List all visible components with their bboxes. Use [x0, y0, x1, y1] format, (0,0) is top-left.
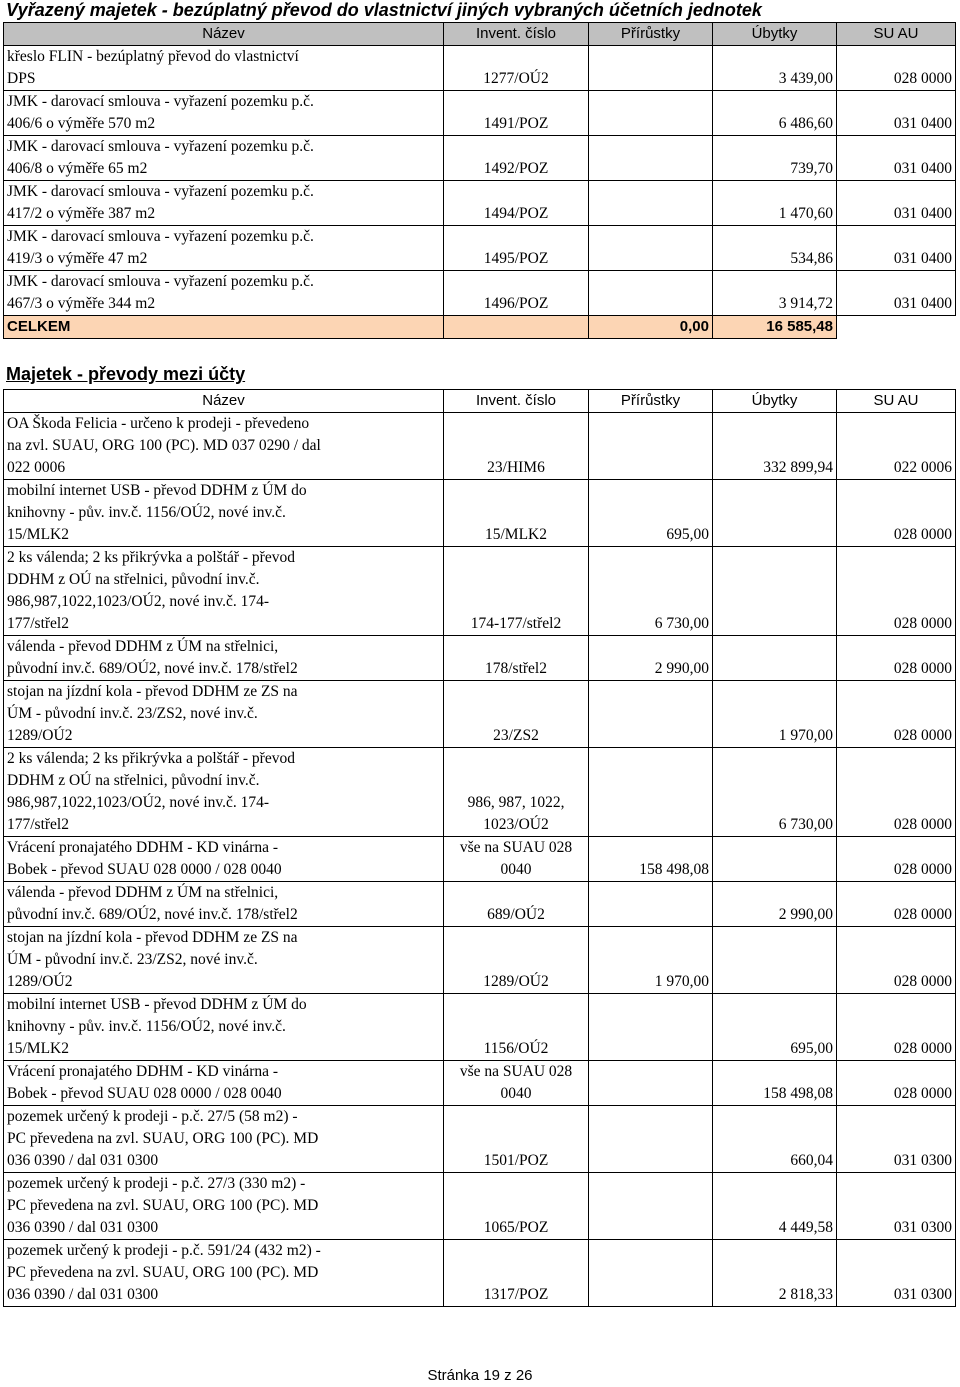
row-invent-cislo: 1501/POZ — [444, 1106, 589, 1173]
row-invent-cislo: 1289/OÚ2 — [444, 927, 589, 994]
row-invent-cislo: 1495/POZ — [444, 226, 589, 271]
header-invent-cislo: Invent. číslo — [444, 390, 589, 413]
row-invent-cislo: 1492/POZ — [444, 136, 589, 181]
section2-header-row — [4, 390, 956, 413]
page-number: Stránka 19 z 26 — [427, 1367, 533, 1384]
table-row — [4, 547, 956, 636]
row-prirustky — [589, 413, 713, 480]
row-ubytky — [713, 837, 837, 882]
row-prirustky — [589, 681, 713, 748]
row-su-au: 031 0300 — [837, 1173, 956, 1240]
table-row — [4, 46, 956, 91]
row-ubytky: 332 899,94 — [713, 413, 837, 480]
row-prirustky — [589, 1106, 713, 1173]
row-invent-cislo: 178/střel2 — [444, 636, 589, 681]
total-row — [4, 316, 956, 339]
header-su-au: SU AU — [837, 390, 956, 413]
table-row — [4, 994, 956, 1061]
row-invent-cislo: 1491/POZ — [444, 91, 589, 136]
row-invent-cislo: 1156/OÚ2 — [444, 994, 589, 1061]
row-invent-cislo: 23/ZS2 — [444, 681, 589, 748]
row-su-au: 028 0000 — [837, 547, 956, 636]
row-name: válenda - převod DDHM z ÚM na střelnici, původní inv.č. 689/OÚ2, nové inv.č. 178/střel2 — [4, 882, 444, 927]
row-su-au: 022 0006 — [837, 413, 956, 480]
row-name: stojan na jízdní kola - převod DDHM ze ZS na ÚM - původní inv.č. 23/ZS2, nové inv.č. 1289/OÚ2 — [4, 681, 444, 748]
row-ubytky: 3 914,72 — [713, 271, 837, 316]
total-prirustky: 0,00 — [589, 316, 713, 339]
row-ubytky: 6 486,60 — [713, 91, 837, 136]
row-prirustky — [589, 271, 713, 316]
row-ubytky — [713, 547, 837, 636]
row-name: JMK - darovací smlouva - vyřazení pozemku p.č. 417/2 o výměře 387 m2 — [4, 181, 444, 226]
section2-title: Majetek - převody mezi účty — [6, 364, 246, 384]
row-name: JMK - darovací smlouva - vyřazení pozemku p.č. 467/3 o výměře 344 m2 — [4, 271, 444, 316]
row-name: OA Škoda Felicia - určeno k prodeji - převedeno na zvl. SUAU, ORG 100 (PC). MD 037 0290 / dal 022 0006 — [4, 413, 444, 480]
row-su-au: 028 0000 — [837, 480, 956, 547]
row-invent-cislo: 986, 987, 1022, 1023/OÚ2 — [444, 748, 589, 837]
total-label: CELKEM — [4, 316, 444, 339]
row-ubytky: 695,00 — [713, 994, 837, 1061]
table-row — [4, 136, 956, 181]
header-ubytky: Úbytky — [713, 23, 837, 46]
row-invent-cislo: vše na SUAU 028 0040 — [444, 1061, 589, 1106]
table-row — [4, 681, 956, 748]
row-ubytky: 158 498,08 — [713, 1061, 837, 1106]
row-ubytky: 660,04 — [713, 1106, 837, 1173]
row-ubytky: 1 970,00 — [713, 681, 837, 748]
section1-table — [3, 22, 956, 339]
row-invent-cislo: 1065/POZ — [444, 1173, 589, 1240]
header-nazev: Název — [4, 390, 444, 413]
header-ubytky: Úbytky — [713, 390, 837, 413]
total-blank-cell — [837, 316, 956, 339]
row-su-au: 031 0300 — [837, 1240, 956, 1307]
row-ubytky — [713, 636, 837, 681]
row-ubytky: 4 449,58 — [713, 1173, 837, 1240]
row-su-au: 028 0000 — [837, 636, 956, 681]
row-ubytky: 739,70 — [713, 136, 837, 181]
row-prirustky: 158 498,08 — [589, 837, 713, 882]
row-name: Vrácení pronajatého DDHM - KD vinárna - Bobek - převod SUAU 028 0000 / 028 0040 — [4, 1061, 444, 1106]
row-ubytky — [713, 927, 837, 994]
table-row — [4, 181, 956, 226]
row-prirustky — [589, 46, 713, 91]
table-row — [4, 413, 956, 480]
table-row — [4, 271, 956, 316]
row-su-au: 031 0400 — [837, 91, 956, 136]
row-su-au: 028 0000 — [837, 927, 956, 994]
section2-table — [3, 389, 956, 1307]
row-invent-cislo: 15/MLK2 — [444, 480, 589, 547]
row-invent-cislo: 1317/POZ — [444, 1240, 589, 1307]
header-prirustky: Přírůstky — [589, 23, 713, 46]
row-su-au: 028 0000 — [837, 681, 956, 748]
row-invent-cislo: vše na SUAU 028 0040 — [444, 837, 589, 882]
row-prirustky — [589, 181, 713, 226]
table-row — [4, 882, 956, 927]
row-invent-cislo: 1277/OÚ2 — [444, 46, 589, 91]
row-invent-cislo: 1494/POZ — [444, 181, 589, 226]
row-name: JMK - darovací smlouva - vyřazení pozemku p.č. 419/3 o výměře 47 m2 — [4, 226, 444, 271]
row-ubytky: 534,86 — [713, 226, 837, 271]
row-prirustky — [589, 994, 713, 1061]
row-name: pozemek určený k prodeji - p.č. 27/3 (330 m2) - PC převedena na zvl. SUAU, ORG 100 (PC). MD 036 0390 / dal 031 0300 — [4, 1173, 444, 1240]
table-row — [4, 748, 956, 837]
row-name: pozemek určený k prodeji - p.č. 591/24 (432 m2) - PC převedena na zvl. SUAU, ORG 100 (PC). MD 036 0390 / dal 031 0300 — [4, 1240, 444, 1307]
table-row — [4, 927, 956, 994]
row-prirustky — [589, 136, 713, 181]
row-prirustky — [589, 1240, 713, 1307]
row-name: JMK - darovací smlouva - vyřazení pozemku p.č. 406/6 o výměře 570 m2 — [4, 91, 444, 136]
row-ubytky: 2 818,33 — [713, 1240, 837, 1307]
row-su-au: 028 0000 — [837, 882, 956, 927]
table-row — [4, 1173, 956, 1240]
row-name: Vrácení pronajatého DDHM - KD vinárna - Bobek - převod SUAU 028 0000 / 028 0040 — [4, 837, 444, 882]
row-prirustky: 2 990,00 — [589, 636, 713, 681]
row-su-au: 031 0300 — [837, 1106, 956, 1173]
row-su-au: 031 0400 — [837, 136, 956, 181]
row-ubytky — [713, 480, 837, 547]
row-name: válenda - převod DDHM z ÚM na střelnici, původní inv.č. 689/OÚ2, nové inv.č. 178/střel2 — [4, 636, 444, 681]
row-ubytky: 6 730,00 — [713, 748, 837, 837]
section1-header-row — [4, 23, 956, 46]
row-su-au: 028 0000 — [837, 46, 956, 91]
table-row — [4, 1240, 956, 1307]
table-row — [4, 91, 956, 136]
row-name: 2 ks válenda; 2 ks přikrývka a polštář - převod DDHM z OÚ na střelnici, původní inv.č. 986,987,1022,1023/OÚ2, nové inv.č. 174- 177/střel2 — [4, 748, 444, 837]
row-su-au: 031 0400 — [837, 226, 956, 271]
row-prirustky — [589, 1173, 713, 1240]
header-su-au: SU AU — [837, 23, 956, 46]
row-prirustky: 695,00 — [589, 480, 713, 547]
row-su-au: 031 0400 — [837, 271, 956, 316]
table-row — [4, 226, 956, 271]
header-nazev: Název — [4, 23, 444, 46]
row-invent-cislo: 174-177/střel2 — [444, 547, 589, 636]
row-ubytky: 2 990,00 — [713, 882, 837, 927]
table-row — [4, 1061, 956, 1106]
row-invent-cislo: 23/HIM6 — [444, 413, 589, 480]
row-name: 2 ks válenda; 2 ks přikrývka a polštář - převod DDHM z OÚ na střelnici, původní inv.č. 986,987,1022,1023/OÚ2, nové inv.č. 174- 177/střel2 — [4, 547, 444, 636]
row-prirustky — [589, 748, 713, 837]
header-invent-cislo: Invent. číslo — [444, 23, 589, 46]
table-row — [4, 837, 956, 882]
row-invent-cislo: 689/OÚ2 — [444, 882, 589, 927]
table-row — [4, 1106, 956, 1173]
row-su-au: 028 0000 — [837, 1061, 956, 1106]
row-prirustky — [589, 1061, 713, 1106]
header-prirustky: Přírůstky — [589, 390, 713, 413]
row-prirustky: 6 730,00 — [589, 547, 713, 636]
row-prirustky — [589, 226, 713, 271]
total-ubytky: 16 585,48 — [713, 316, 837, 339]
table-row — [4, 636, 956, 681]
row-prirustky: 1 970,00 — [589, 927, 713, 994]
row-name: stojan na jízdní kola - převod DDHM ze ZS na ÚM - původní inv.č. 23/ZS2, nové inv.č. 1289/OÚ2 — [4, 927, 444, 994]
total-empty-cell — [444, 316, 589, 339]
row-ubytky: 1 470,60 — [713, 181, 837, 226]
row-ubytky: 3 439,00 — [713, 46, 837, 91]
row-name: JMK - darovací smlouva - vyřazení pozemku p.č. 406/8 o výměře 65 m2 — [4, 136, 444, 181]
row-su-au: 028 0000 — [837, 994, 956, 1061]
row-su-au: 028 0000 — [837, 837, 956, 882]
row-prirustky — [589, 882, 713, 927]
row-name: mobilní internet USB - převod DDHM z ÚM do knihovny - pův. inv.č. 1156/OÚ2, nové inv.č. 15/MLK2 — [4, 994, 444, 1061]
row-prirustky — [589, 91, 713, 136]
row-su-au: 031 0400 — [837, 181, 956, 226]
section1-title: Vyřazený majetek - bezúplatný převod do vlastnictví jiných vybraných účetních jednotek — [6, 0, 762, 20]
row-name: pozemek určený k prodeji - p.č. 27/5 (58 m2) - PC převedena na zvl. SUAU, ORG 100 (PC). MD 036 0390 / dal 031 0300 — [4, 1106, 444, 1173]
row-invent-cislo: 1496/POZ — [444, 271, 589, 316]
row-su-au: 028 0000 — [837, 748, 956, 837]
table-row — [4, 480, 956, 547]
row-name: křeslo FLIN - bezúplatný převod do vlastnictví DPS — [4, 46, 444, 91]
row-name: mobilní internet USB - převod DDHM z ÚM do knihovny - pův. inv.č. 1156/OÚ2, nové inv.č. 15/MLK2 — [4, 480, 444, 547]
